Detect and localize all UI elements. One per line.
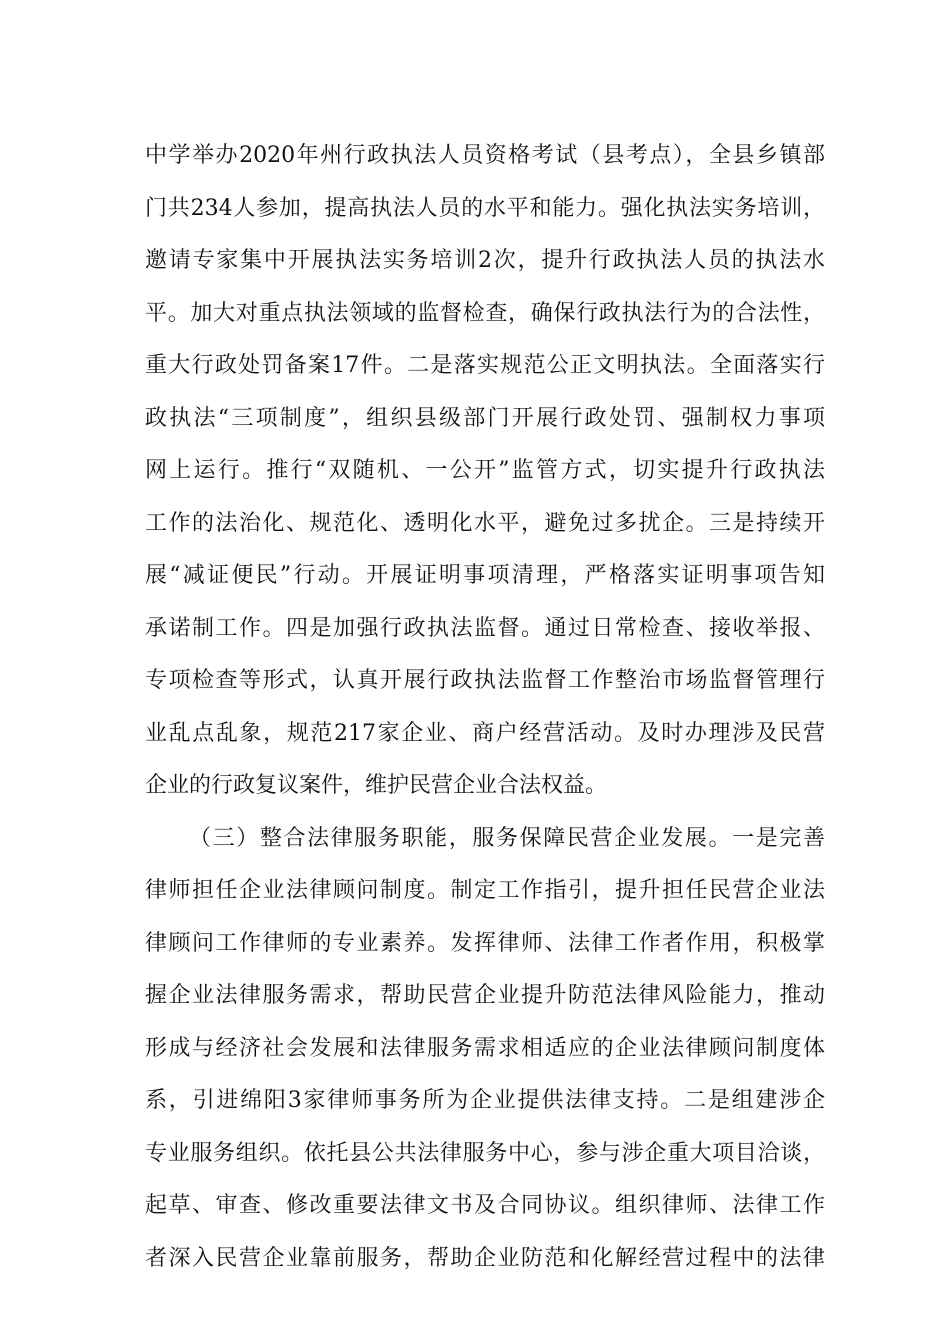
text-line-11: 专项检查等形式，认真开展行政执法监督工作整治市场监督管理行 [145, 668, 825, 693]
text-line-4: 平。加大对重点执法领域的监督检查，确保行政执法行为的合法性， [145, 300, 825, 326]
text-line-18: 形成与经济社会发展和法律服务需求相适应的企业法律顾问制度体 [145, 1035, 825, 1061]
section-heading-line: （三）整合法律服务职能，服务保障民营企业发展。一是完善 [189, 825, 825, 851]
text-line-15: 律师担任企业法律顾问制度。制定工作指引，提升担任民营企业法 [145, 878, 825, 903]
text-line-5: 重大行政处罚备案17件。二是落实规范公正文明执法。全面落实行 [145, 353, 825, 378]
text-line-19: 系，引进绵阳3家律师事务所为企业提供法律支持。二是组建涉企 [145, 1088, 825, 1113]
text-line-16: 律顾问工作律师的专业素养。发挥律师、法律工作者作用，积极掌 [145, 930, 825, 956]
text-line-6: 政执法“三项制度”，组织县级部门开展行政处罚、强制权力事项 [145, 405, 825, 431]
text-line-1: 中学举办2020年州行政执法人员资格考试（县考点），全县乡镇部 [145, 143, 825, 168]
text-line-10: 承诺制工作。四是加强行政执法监督。通过日常检查、接收举报、 [145, 615, 825, 641]
text-line-13: 企业的行政复议案件，维护民营企业合法权益。 [145, 773, 608, 798]
text-line-20: 专业服务组织。依托县公共法律服务中心，参与涉企重大项目洽谈， [145, 1140, 825, 1166]
text-line-22: 者深入民营企业靠前服务，帮助企业防范和化解经营过程中的法律 [145, 1245, 825, 1271]
text-line-2: 门共234人参加，提高执法人员的水平和能力。强化执法实务培训， [145, 195, 825, 221]
text-line-8: 工作的法治化、规范化、透明化水平，避免过多扰企。三是持续开 [145, 510, 825, 536]
text-line-3: 邀请专家集中开展执法实务培训2次，提升行政执法人员的执法水 [145, 248, 825, 273]
text-line-12: 业乱点乱象，规范217家企业、商户经营活动。及时办理涉及民营 [145, 720, 825, 746]
text-line-21: 起草、审查、修改重要法律文书及合同协议。组织律师、法律工作 [145, 1193, 825, 1218]
text-line-7: 网上运行。推行“双随机、一公开”监管方式，切实提升行政执法 [145, 458, 825, 483]
text-line-9: 展“减证便民”行动。开展证明事项清理，严格落实证明事项告知 [145, 563, 825, 588]
text-line-17: 握企业法律服务需求，帮助民营企业提升防范法律风险能力，推动 [145, 983, 825, 1008]
